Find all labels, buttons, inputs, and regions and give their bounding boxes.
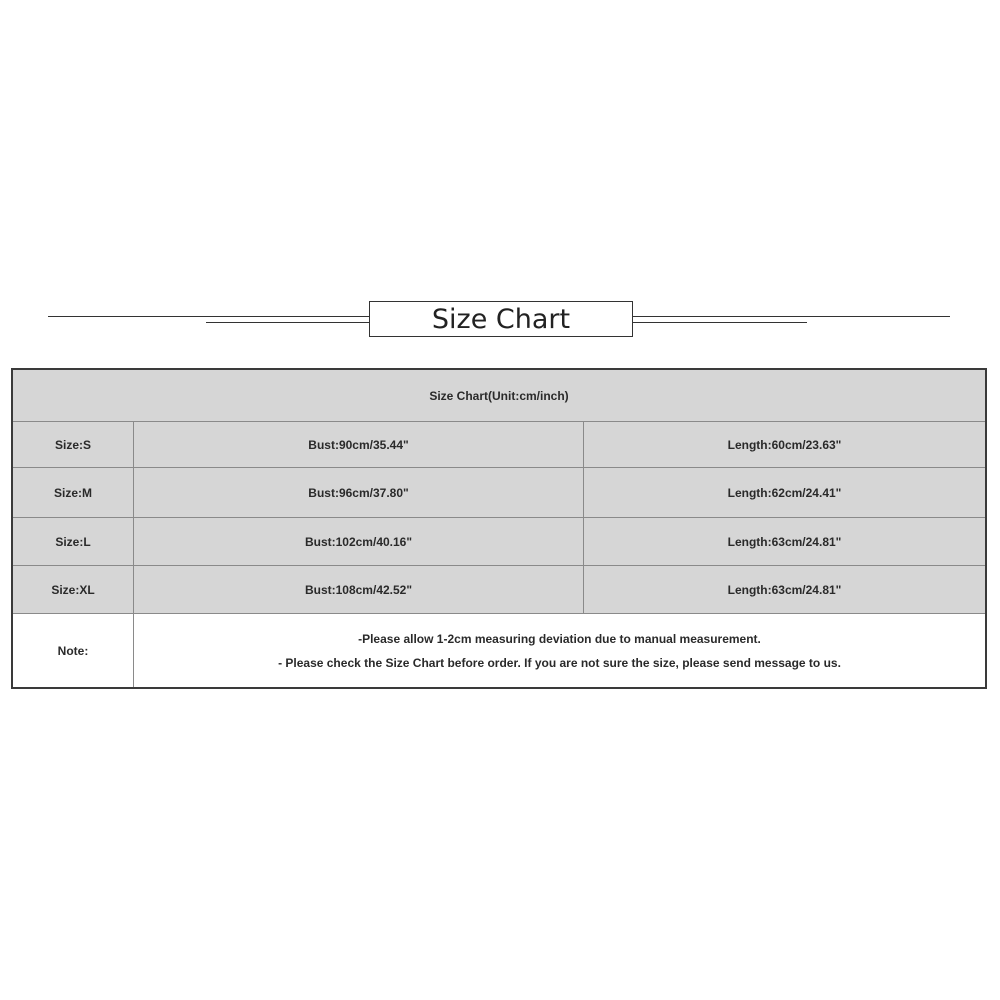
size-cell: Size:M	[13, 468, 134, 518]
size-cell: Size:L	[13, 518, 134, 566]
page-title-text: Size Chart	[431, 303, 571, 335]
note-label: Note:	[13, 614, 134, 687]
bust-cell: Bust:90cm/35.44"	[134, 422, 584, 468]
size-cell: Size:XL	[13, 566, 134, 614]
bust-cell: Bust:102cm/40.16"	[134, 518, 584, 566]
length-cell: Length:62cm/24.41"	[584, 468, 985, 518]
note-content	[134, 614, 985, 687]
length-cell: Length:63cm/24.81"	[584, 518, 985, 566]
note-line-2: - Please check the Size Chart before order. If you are not sure the size, please send message to us.	[278, 655, 841, 670]
table-header: Size Chart(Unit:cm/inch)	[13, 370, 985, 422]
size-cell: Size:S	[13, 422, 134, 468]
decorative-line-left	[206, 322, 370, 323]
page-title	[369, 301, 633, 337]
bust-cell: Bust:108cm/42.52"	[134, 566, 584, 614]
length-cell: Length:63cm/24.81"	[584, 566, 985, 614]
bust-cell: Bust:96cm/37.80"	[134, 468, 584, 518]
length-cell: Length:60cm/23.63"	[584, 422, 985, 468]
note-line-1: -Please allow 1-2cm measuring deviation due to manual measurement.	[358, 631, 761, 646]
decorative-line-right	[631, 322, 807, 323]
size-chart-table	[11, 368, 987, 689]
